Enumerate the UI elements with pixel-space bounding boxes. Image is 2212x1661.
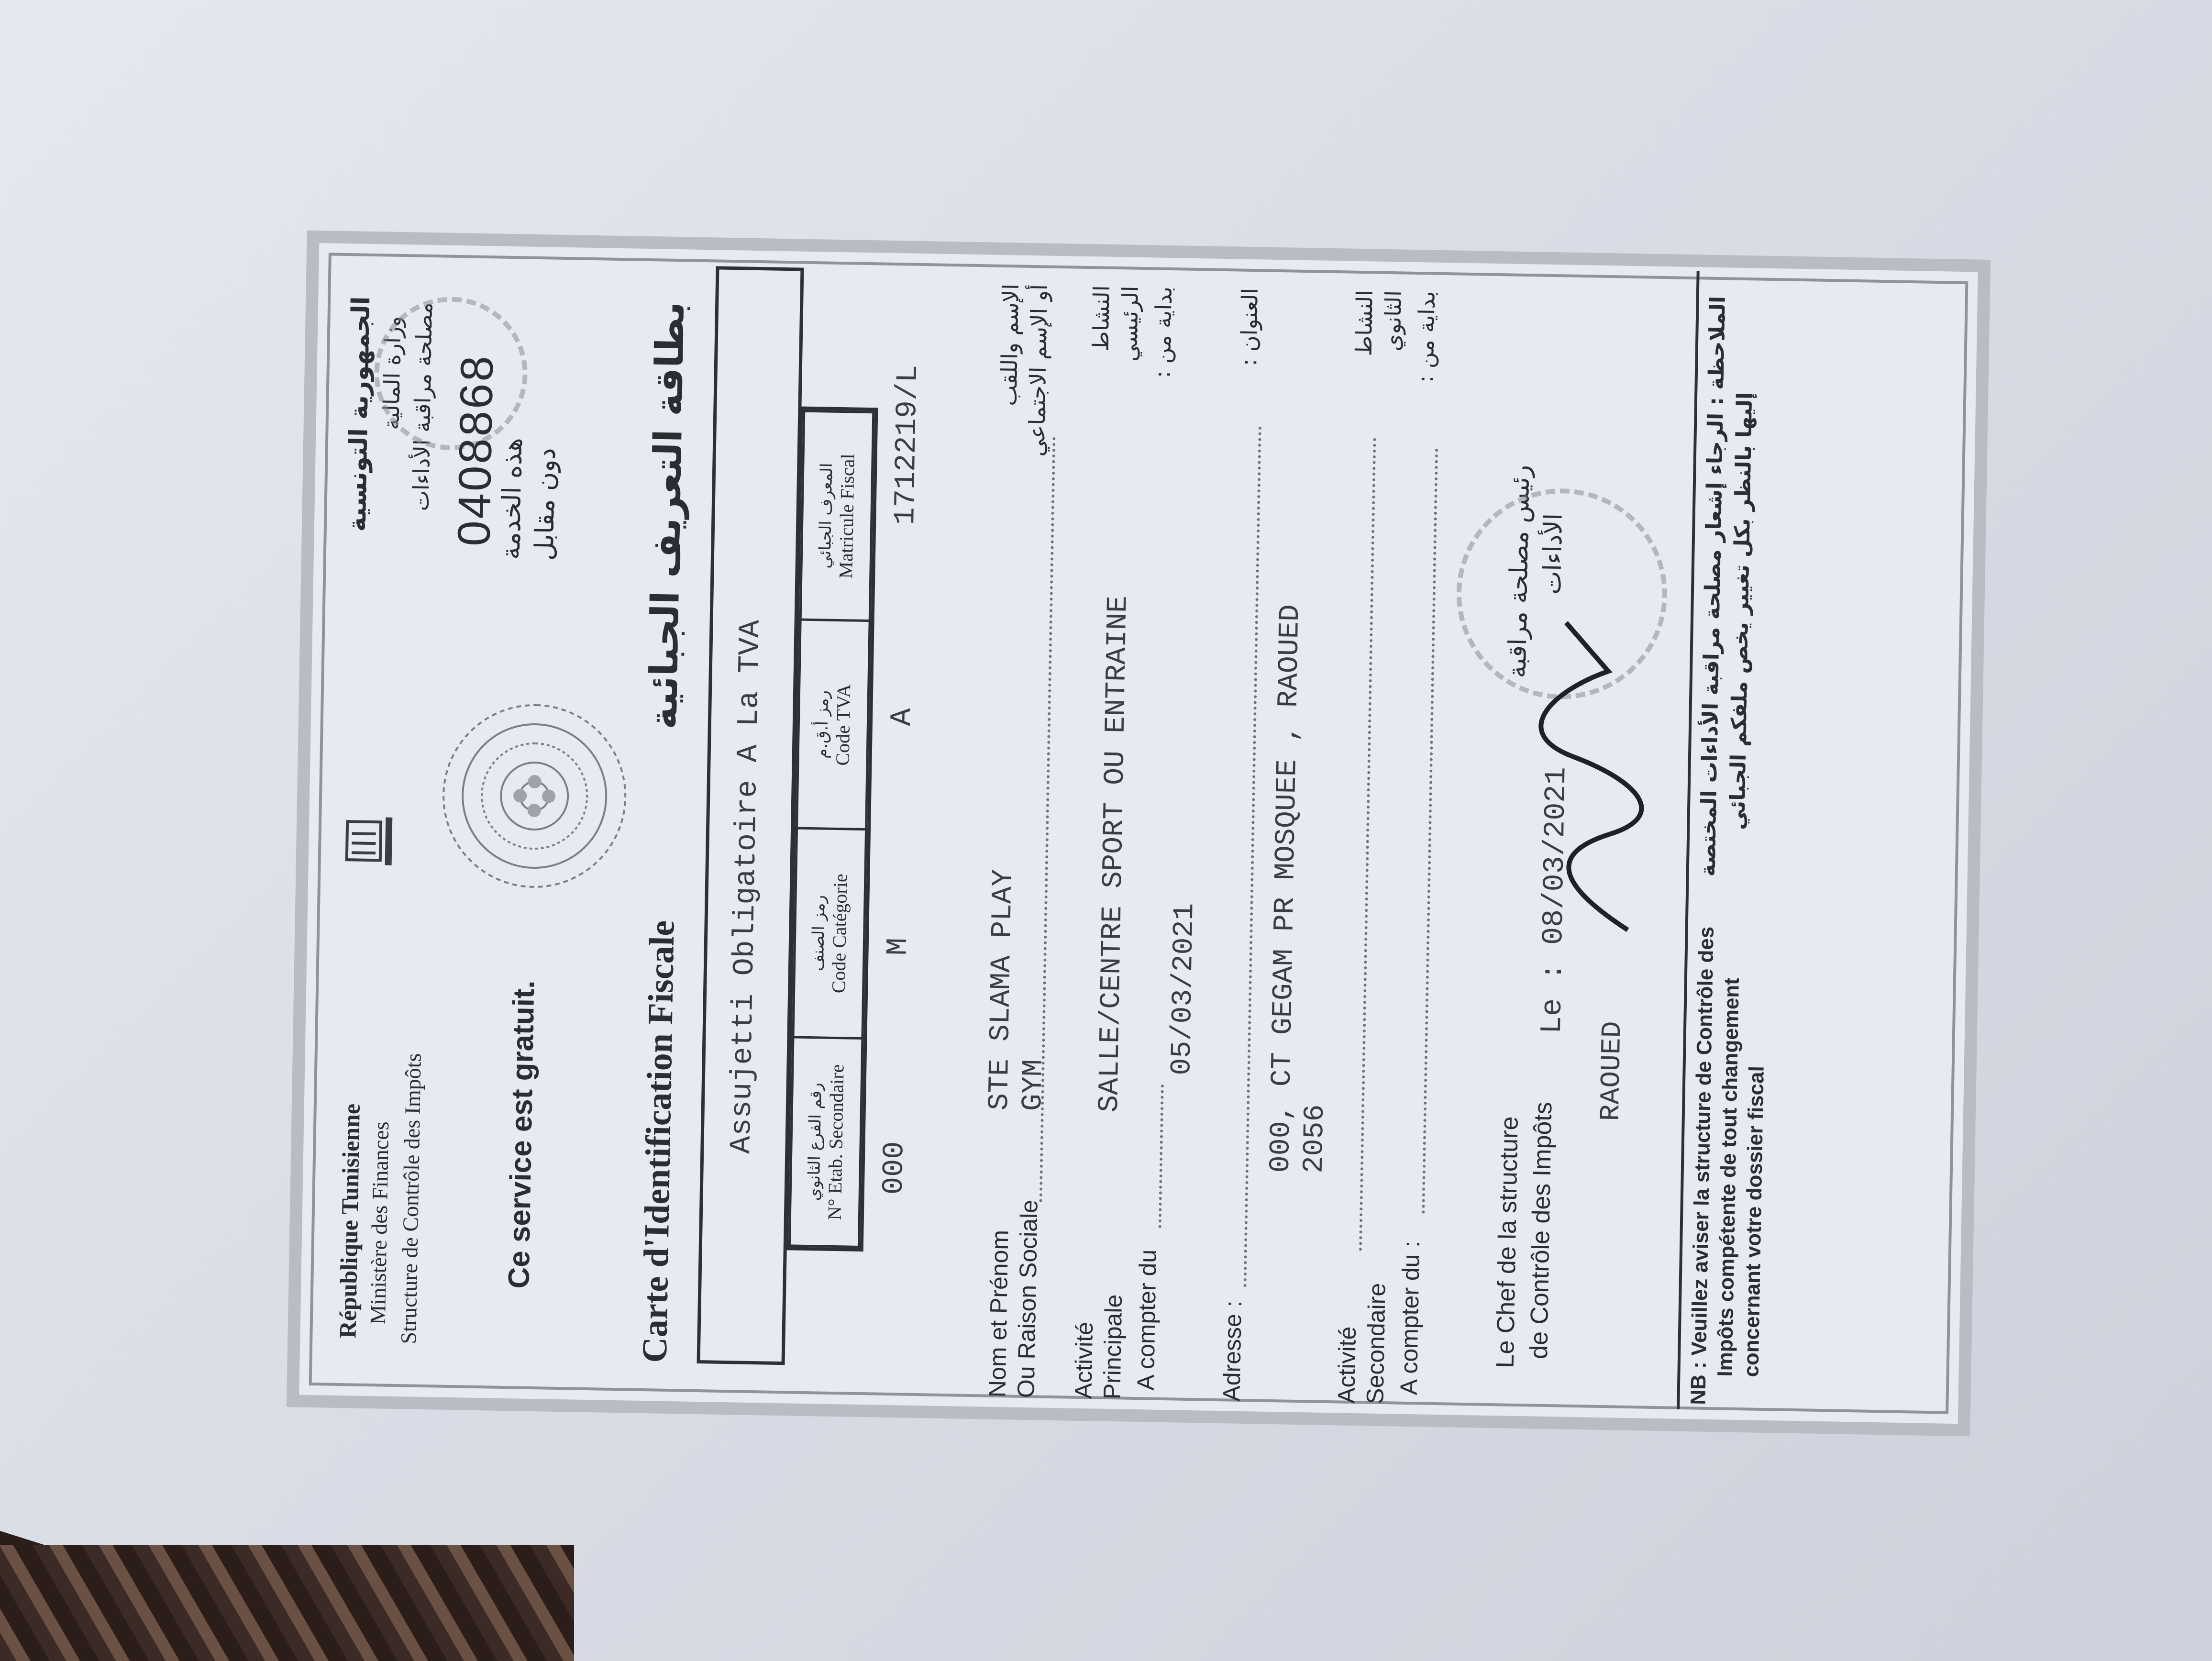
chief-ar-1: رئيس مصلحة مراقبة <box>1503 465 1536 678</box>
label-secondary-fr: Activité <box>1333 1326 1361 1404</box>
republic-ar: الجمهورية التونسية <box>343 296 376 532</box>
label-address-fr: Adresse : <box>1218 1300 1247 1402</box>
handwritten-signature <box>1532 603 1657 940</box>
label-activity-ar: النشاط <box>1087 285 1115 352</box>
free-service-fr: Ce service est gratuit. <box>502 980 541 1289</box>
value-matricule: 1712219/L <box>888 364 926 526</box>
stamp-text: RAOUED <box>1595 1020 1629 1121</box>
label-since2-ar: بداية من : <box>1412 290 1440 383</box>
chief-ar-2: الأداءات <box>1537 513 1568 595</box>
security-rosette <box>432 694 637 898</box>
assujetti-text: Assujetti Obligatoire A La TVA <box>724 619 768 1154</box>
label-activity-fr-2: Principale <box>1098 1294 1128 1400</box>
title-ar: بطاقة التعريف الجبائية <box>641 301 693 730</box>
label-since-fr: A compter du <box>1132 1249 1161 1391</box>
header-tva: رمز أ.ق.م Code TVA <box>797 620 870 830</box>
label-since2-fr: A compter du : <box>1395 1240 1425 1395</box>
label-name-fr-2: Ou Raison Sociale <box>1012 1199 1043 1398</box>
label-activity-fr: Activité <box>1070 1321 1098 1399</box>
label-address-ar: العنوان : <box>1236 288 1263 366</box>
value-activity: SALLE/CENTRE SPORT OU ENTRAINE <box>1093 595 1135 1113</box>
value-address: 000, CT GEGAM PR MOSQUEE , RAOUED <box>1264 604 1307 1173</box>
value-address-2: 2056 <box>1298 1104 1332 1174</box>
id-table <box>785 406 878 1251</box>
value-since: 05/03/2021 <box>1166 903 1202 1076</box>
label-secondary-ar-2: الثانوي <box>1379 290 1406 352</box>
value-categorie: M <box>881 937 916 956</box>
title-fr: Carte d'Identification Fiscale <box>635 920 682 1363</box>
label-name-fr: Nom et Prénom <box>984 1229 1014 1398</box>
label-activity-ar-2: الرئيسي <box>1116 286 1143 362</box>
nb-ar-1: الملاحظة : الرجاء إشعار مصلحة مراقبة الأداءات المختصة <box>1695 296 1730 877</box>
chief-fr-2: de Contrôle des Impôts <box>1525 1101 1558 1360</box>
value-etab: 000 <box>876 1141 912 1195</box>
header-categorie: رمز الصنف Code Catégorie <box>793 829 866 1039</box>
header-etab: رقم الفرع الثانوي N° Etab. Secondaire <box>789 1037 863 1247</box>
value-tva: A <box>885 708 919 726</box>
fiscal-id-card <box>287 230 1991 1436</box>
header-matricule: المعرف الجبائي Matricule Fiscal <box>800 411 874 621</box>
free-service-ar-2: دون مقابل <box>529 447 561 561</box>
structure-fr: Structure de Contrôle des Impôts <box>396 1053 426 1344</box>
label-name-ar: الإسم واللقب <box>995 283 1024 407</box>
serial-number: 0408868 <box>448 354 503 547</box>
ministry-ar: وزارة المالية <box>378 316 406 431</box>
ministry-fr: Ministère des Finances <box>365 1121 394 1325</box>
nb-fr-2: Impôts compétente de tout changement <box>1713 977 1744 1377</box>
nb-ar-2: إليها بالنظر بكل تغيير يخص ملفكم الجبائي <box>1725 392 1758 830</box>
value-name-2: GYM <box>1017 1059 1051 1111</box>
structure-ar: مصلحة مراقبة الأداءات <box>408 302 438 511</box>
nb-fr-3: concernant votre dossier fiscal <box>1739 1065 1769 1377</box>
label-since-ar: بداية من : <box>1149 286 1177 378</box>
label-name-ar-2: أو الإسم الاجتماعي <box>1023 284 1052 457</box>
nb-fr-1: NB : Veuillez aviser la structure de Contrôle des <box>1686 926 1718 1406</box>
value-name: STE SLAMA PLAY <box>983 869 1020 1111</box>
ministry-logo <box>337 812 405 870</box>
label-secondary-ar: النشاط <box>1350 289 1378 356</box>
chief-fr-1: Le Chef de la structure <box>1491 1116 1524 1369</box>
label-secondary-fr-2: Secondaire <box>1361 1283 1391 1405</box>
issue-date: Le : 08/03/2021 <box>1535 766 1574 1034</box>
republic-fr: République Tunisienne <box>334 1103 365 1339</box>
free-service-ar-1: هذه الخدمة <box>495 437 528 560</box>
